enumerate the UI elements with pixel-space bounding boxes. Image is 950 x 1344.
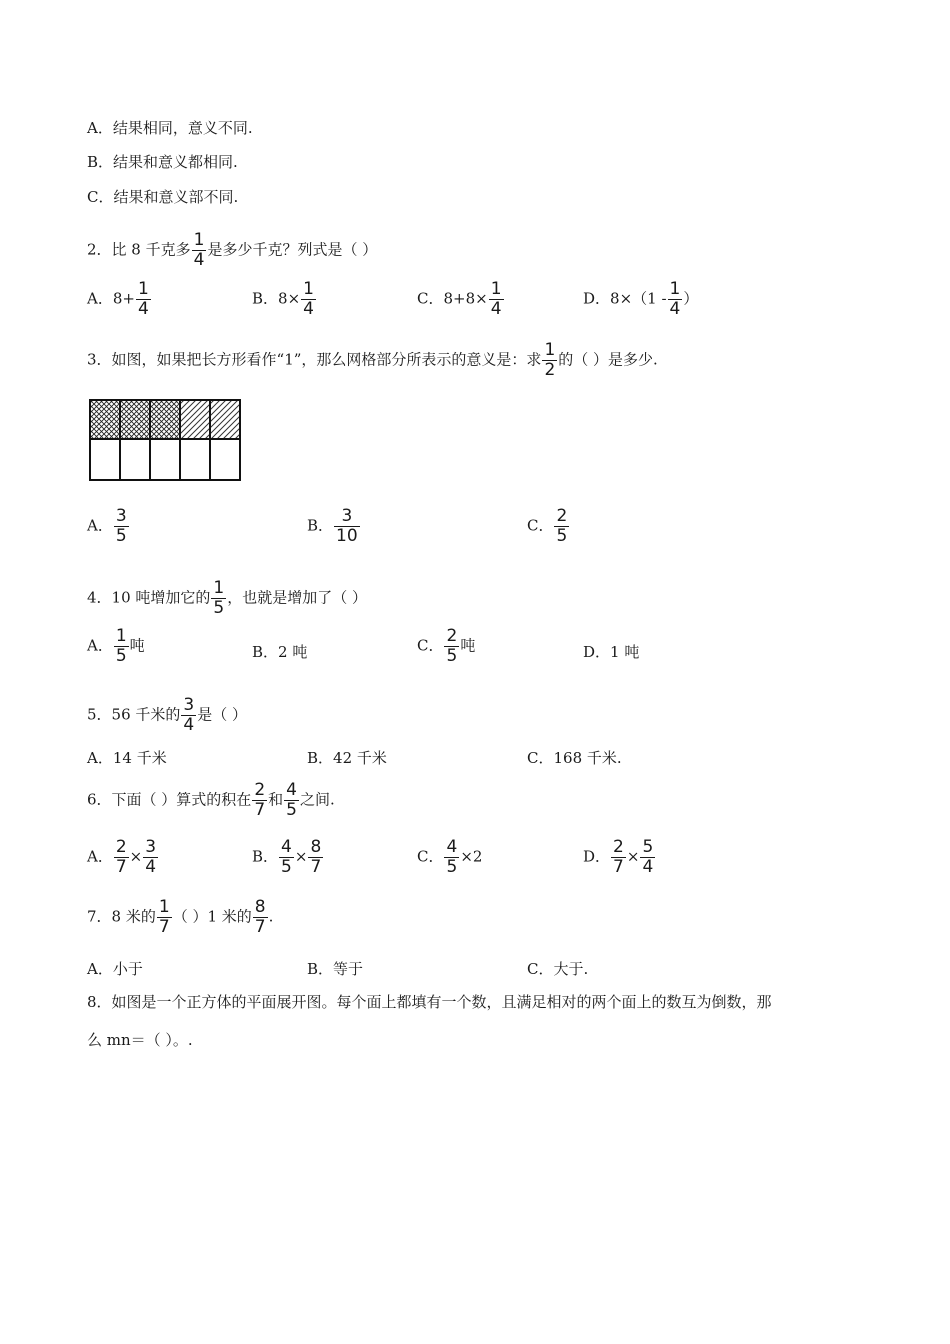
fraction-denominator: 5	[286, 800, 297, 820]
fraction-numerator: 2	[556, 506, 568, 526]
q7-stem-suffix: .	[268, 907, 274, 926]
q4-option-a	[87, 628, 145, 665]
fraction	[542, 342, 557, 379]
fraction-denominator: 4	[490, 299, 502, 319]
fraction	[253, 899, 268, 936]
fraction	[489, 281, 504, 318]
fraction-denominator: 7	[254, 800, 266, 820]
q3-grid-figure	[89, 399, 243, 483]
fraction-numerator: 3	[341, 506, 353, 526]
option-label: A．	[87, 636, 113, 655]
q2-option-c	[417, 281, 505, 318]
q5-option-b: B．42 千米	[307, 749, 387, 767]
fraction-denominator: 4	[642, 857, 654, 877]
option-label: B．8×	[252, 289, 301, 308]
fraction-denominator: 2	[544, 360, 556, 380]
q2-option-b	[252, 281, 317, 318]
option-unit: 吨	[460, 636, 476, 655]
q2-stem	[87, 232, 377, 269]
crosshatched-cell	[150, 400, 180, 439]
q6-option-a	[87, 839, 159, 876]
q6-stem-mid: 和	[268, 790, 284, 809]
fraction-numerator: 1	[213, 578, 225, 598]
option-tail: ×2	[460, 847, 483, 866]
option-label: A．8+	[87, 289, 135, 308]
fraction-denominator: 5	[115, 526, 127, 546]
q1-option-b: B．结果和意义都相同.	[87, 153, 238, 171]
fraction-denominator: 4	[193, 250, 205, 270]
fraction-numerator: 1	[137, 279, 149, 299]
q5-option-c: C．168 千米.	[527, 749, 622, 767]
q6-option-c	[417, 839, 482, 876]
option-label: B．	[252, 847, 279, 866]
hatched-cell	[180, 400, 210, 439]
q5-stem-prefix: 5．56 千米的	[87, 705, 181, 724]
fraction	[157, 899, 172, 936]
q6-stem-prefix: 6．下面（ ）算式的积在	[87, 790, 252, 809]
q3-stem	[87, 342, 658, 379]
fraction	[252, 782, 267, 819]
option-label: D．	[583, 847, 611, 866]
fraction	[308, 839, 323, 876]
q4-option-b: B．2 吨	[252, 643, 308, 661]
q3-stem-suffix: 的（ ）是多少.	[558, 350, 658, 369]
fraction-denominator: 4	[183, 715, 195, 735]
fraction	[143, 839, 158, 876]
fraction	[444, 628, 459, 665]
fraction-numerator: 1	[303, 279, 314, 299]
fraction	[181, 697, 196, 734]
fraction-denominator: 5	[281, 857, 292, 877]
fraction-numerator: 1	[158, 897, 170, 917]
multiply-sign: ×	[626, 847, 640, 866]
fraction-numerator: 2	[446, 626, 458, 646]
q2-stem-suffix: 是多少千克？列式是（ ）	[207, 240, 378, 259]
fraction-numerator: 2	[613, 837, 624, 857]
fraction-numerator: 8	[310, 837, 322, 857]
fraction	[668, 281, 683, 318]
option-label: A．	[87, 516, 113, 535]
fraction-numerator: 8	[254, 897, 266, 917]
fraction-denominator: 7	[310, 857, 322, 877]
multiply-sign: ×	[294, 847, 308, 866]
option-label: C．	[417, 636, 444, 655]
q1-option-c: C．结果和意义部不同.	[87, 188, 239, 206]
fraction-numerator: 4	[446, 837, 458, 857]
fraction	[136, 281, 151, 318]
q6-stem	[87, 782, 335, 819]
q3-option-a	[87, 508, 130, 545]
option-label: B．	[307, 516, 334, 535]
fraction-numerator: 3	[183, 695, 195, 715]
multiply-sign: ×	[129, 847, 143, 866]
q1-option-a: A．结果相同，意义不同.	[87, 119, 253, 137]
option-label: C．8+8×	[417, 289, 488, 308]
q5-stem-suffix: 是（ ）	[197, 705, 248, 724]
fraction-denominator: 5	[115, 646, 127, 666]
fraction-numerator: 5	[642, 837, 654, 857]
q7-stem	[87, 899, 273, 936]
q8-stem-line-1: 8．如图是一个正方体的平面展开图。每个面上都填有一个数，且满足相对的两个面上的数互为倒数，那	[87, 993, 772, 1011]
fraction-numerator: 1	[490, 279, 502, 299]
option-label: D．8×（1 -	[583, 289, 667, 308]
fraction-denominator: 5	[556, 526, 568, 546]
crosshatched-cell	[120, 400, 150, 439]
fraction	[554, 508, 569, 545]
fraction-numerator: 1	[193, 230, 205, 250]
option-label: A．	[87, 847, 113, 866]
fraction	[640, 839, 655, 876]
q3-stem-prefix: 3．如图，如果把长方形看作“1”，那么网格部分所表示的意义是：求	[87, 350, 542, 369]
q7-option-c: C．大于.	[527, 960, 589, 978]
fraction-denominator: 5	[446, 646, 458, 666]
fraction-numerator: 1	[544, 340, 556, 360]
fraction-numerator: 4	[286, 780, 297, 800]
fraction-denominator: 4	[303, 299, 314, 319]
q2-stem-prefix: 2．比 8 千克多	[87, 240, 191, 259]
fraction	[211, 580, 226, 617]
fraction-denominator: 7	[613, 857, 624, 877]
fraction-denominator: 4	[145, 857, 157, 877]
q5-stem	[87, 697, 247, 734]
q7-stem-mid: （ ）1 米的	[172, 907, 252, 926]
fraction-numerator: 2	[254, 780, 266, 800]
fraction	[114, 839, 129, 876]
q3-option-b	[307, 508, 361, 545]
fraction-numerator: 1	[115, 626, 127, 646]
fraction-numerator: 3	[115, 506, 127, 526]
q3-option-c	[527, 508, 570, 545]
fraction-denominator: 7	[254, 917, 266, 937]
fraction-denominator: 7	[158, 917, 170, 937]
q2-option-a	[87, 281, 152, 318]
fraction	[114, 628, 129, 665]
fraction-numerator: 1	[669, 279, 681, 299]
option-label: C．	[527, 516, 554, 535]
option-tail: ）	[683, 289, 699, 308]
q6-option-b	[252, 839, 324, 876]
option-label: C．	[417, 847, 444, 866]
fraction	[334, 508, 360, 545]
q4-stem-prefix: 4．10 吨增加它的	[87, 588, 211, 607]
fraction-numerator: 4	[281, 837, 292, 857]
q4-stem-suffix: ，也就是增加了（ ）	[227, 588, 368, 607]
q6-option-d	[583, 839, 656, 876]
fraction-denominator: 7	[115, 857, 127, 877]
q4-stem	[87, 580, 367, 617]
q7-option-b: B．等于	[307, 960, 364, 978]
q7-stem-prefix: 7．8 米的	[87, 907, 156, 926]
fraction	[114, 508, 129, 545]
fraction	[279, 839, 294, 876]
fraction	[284, 782, 299, 819]
q4-option-d: D．1 吨	[583, 643, 640, 661]
fraction-denominator: 5	[446, 857, 458, 877]
fraction-denominator: 4	[137, 299, 149, 319]
q7-option-a: A．小于	[87, 960, 143, 978]
fraction-denominator: 4	[669, 299, 681, 319]
fraction	[444, 839, 459, 876]
fraction	[192, 232, 207, 269]
q8-stem-line-2: 么 mn＝（ ）。.	[87, 1031, 193, 1049]
option-unit: 吨	[129, 636, 145, 655]
q4-option-c	[417, 628, 475, 665]
fraction-numerator: 3	[145, 837, 157, 857]
fraction-numerator: 2	[115, 837, 127, 857]
fraction-denominator: 10	[336, 526, 358, 546]
crosshatched-cell	[90, 400, 120, 439]
fraction-denominator: 5	[213, 598, 225, 618]
hatched-cell	[210, 400, 240, 439]
fraction	[611, 839, 626, 876]
q6-stem-suffix: 之间.	[300, 790, 335, 809]
fraction	[301, 281, 316, 318]
q5-option-a: A．14 千米	[87, 749, 167, 767]
q2-option-d	[583, 281, 698, 318]
